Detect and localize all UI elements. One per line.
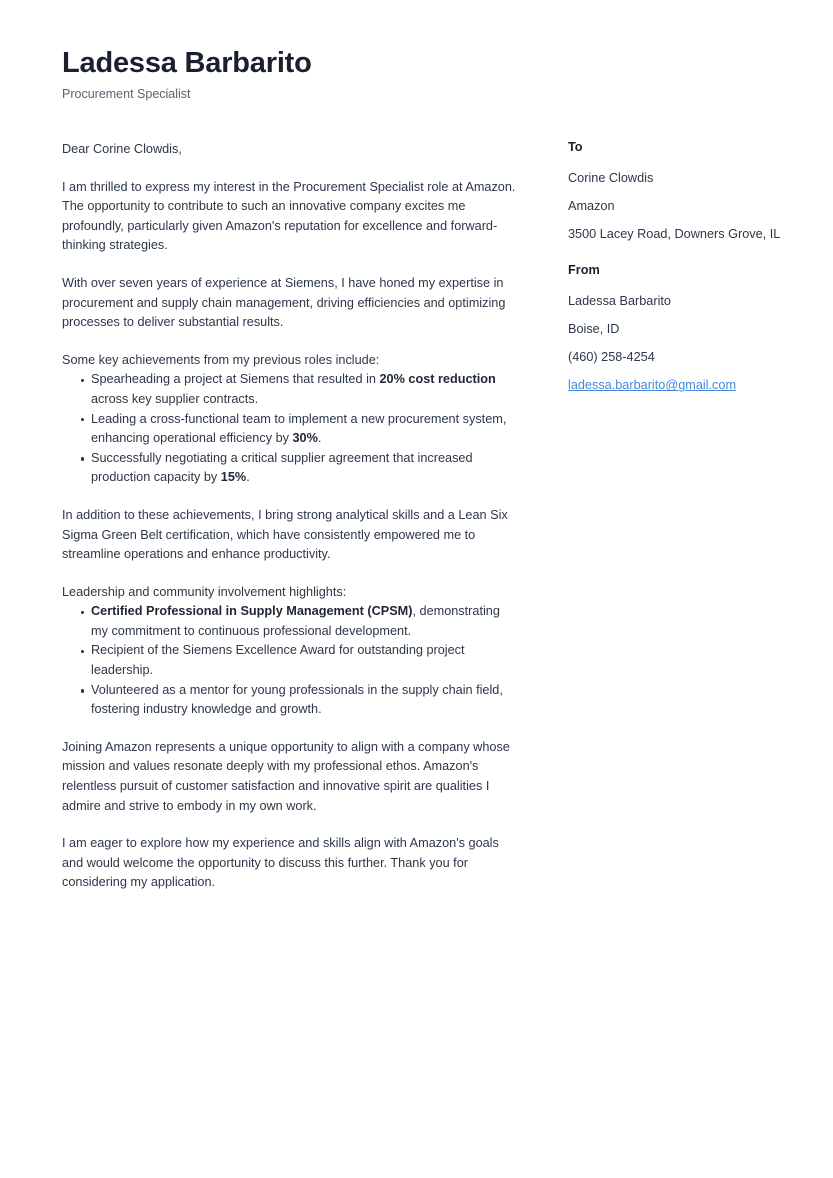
paragraph-1: I am thrilled to express my interest in the Procurement Specialist role at Amazon. The opportunity to contribute to such an innovative company excites me profoundly, particularly given Amazon's reputation for excellence and forward-thinking strategies. [62,179,516,253]
recipient-block [568,140,783,243]
salutation: Dear Corine Clowdis, [62,142,182,156]
list-item [62,410,520,449]
achievement-highlight: 15% [220,470,247,485]
to-heading: To [568,140,583,154]
achievement-text-after: across key supplier contracts. [91,391,259,406]
recipient-company: Amazon [568,199,615,214]
achievements-list [62,370,520,488]
applicant-name: Ladessa Barbarito [62,47,312,79]
contact-sidebar [568,140,783,414]
sender-phone: (460) 258-4254 [568,350,655,365]
from-heading: From [568,263,600,278]
sender-location: Boise, ID [568,322,620,337]
letter-main-column [62,140,520,911]
achievement-highlight: 20% cost reduction [379,372,496,387]
list-item [62,641,520,680]
leadership-text-before: Volunteered as a mentor for young professionals in the supply chain field, fostering industry knowledge and growth. [91,682,503,717]
sender-block [568,263,783,394]
achievement-highlight: 30% [292,431,318,446]
sender-name: Ladessa Barbarito [568,294,671,309]
applicant-job-title: Procurement Specialist [62,86,191,101]
list-item [62,602,520,641]
leadership-highlight: Certified Professional in Supply Management (CPSM) [91,604,413,619]
achievement-text-after: . [246,470,250,485]
leadership-intro: Leadership and community involvement highlights: [62,584,347,599]
leadership-list [62,602,520,720]
recipient-name: Corine Clowdis [568,171,654,186]
achievements-intro: Some key achievements from my previous roles include: [62,352,380,367]
achievement-text-before: Spearheading a project at Siemens that resulted in [91,372,380,387]
paragraph-5: I am eager to explore how my experience and skills align with Amazon's goals and would welcome the opportunity to discuss this further. Thank you for considering my application. [62,836,499,890]
list-item [62,449,520,488]
list-item [62,681,520,720]
letter-header [62,48,662,102]
sender-email-line [568,376,783,394]
sender-email-link[interactable]: ladessa.barbarito@gmail.com [568,378,737,393]
achievement-text-before: Successfully negotiating a critical supplier agreement that increased production capacity by [91,450,473,485]
achievement-text-after: . [317,431,322,446]
leadership-text-before: Recipient of the Siemens Excellence Award for outstanding project leadership. [91,643,465,678]
achievement-text-before: Leading a cross-functional team to implement a new procurement system, enhancing operational efficiency by [91,411,507,446]
paragraph-4: Joining Amazon represents a unique opportunity to align with a company whose mission and values resonate deeply with my professional ethos. Amazon's relentless pursuit of customer satisfaction and innovative spirit are qualities I admire and strive to embody in my own work. [62,739,510,813]
list-item [62,370,520,409]
paragraph-3: In addition to these achievements, I bring strong analytical skills and a Lean Six Sigma Green Belt certification, which have consistently empowered me to streamline operations and enhance productivity. [62,507,508,562]
leadership-text-after: , demonstrating my commitment to continuous professional development. [91,604,500,638]
paragraph-2: With over seven years of experience at Siemens, I have honed my expertise in procurement and supply chain management, driving efficiencies and optimizing processes to deliver substantial results. [62,275,506,330]
recipient-address: 3500 Lacey Road, Downers Grove, IL [568,227,781,242]
